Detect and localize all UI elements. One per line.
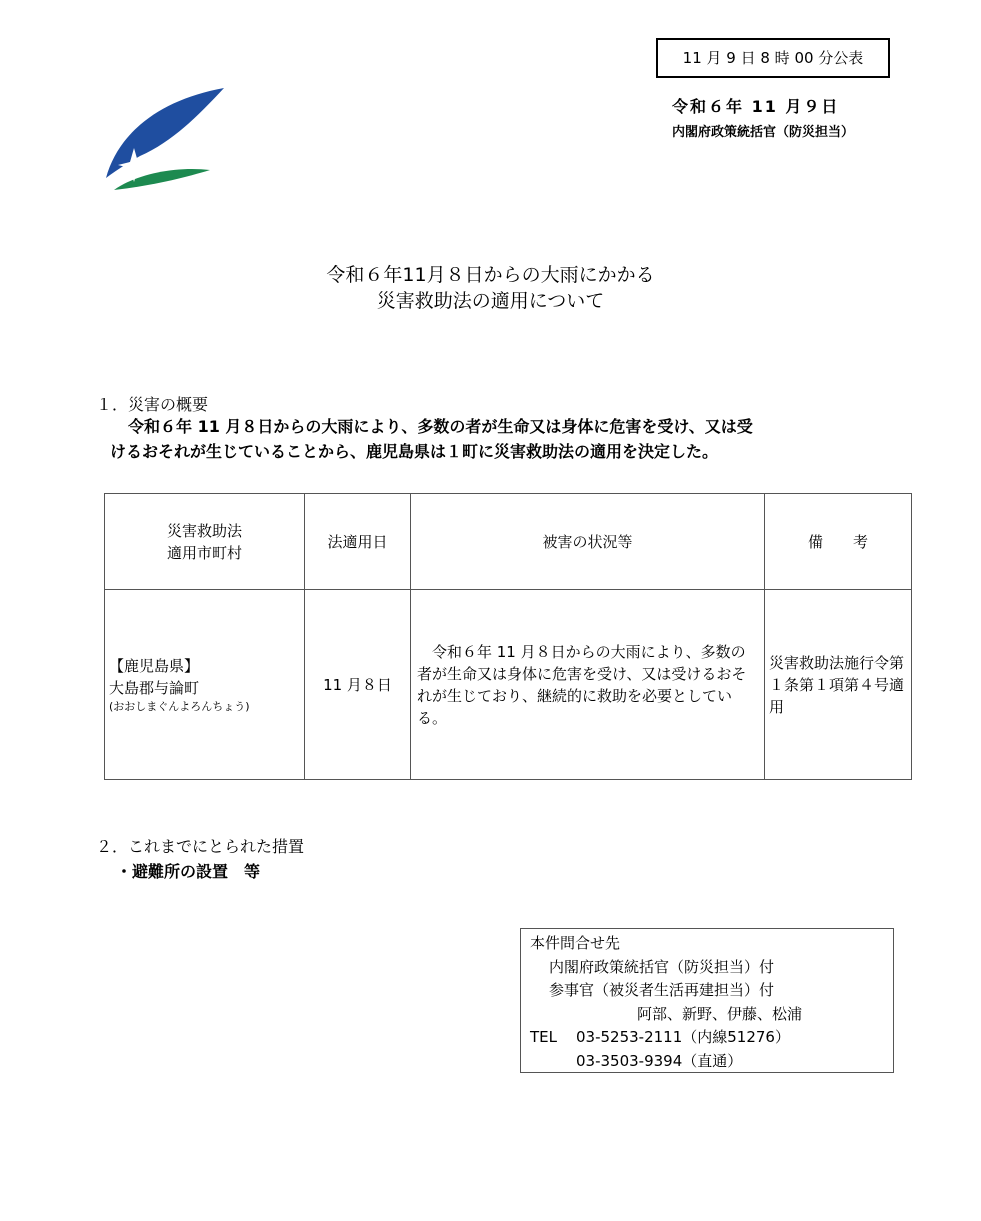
header-notes: 備 考 — [765, 494, 912, 590]
cabinet-office-logo — [100, 86, 230, 192]
header-municipality-l2: 適用市町村 — [166, 543, 242, 562]
cell-date: 11 月８日 — [305, 590, 411, 780]
document-date: 令和６年 11 月９日 — [672, 97, 840, 116]
issuer: 内閣府政策統括官（防災担当） — [672, 125, 855, 140]
section1-line-1: 令和６年 11 月８日からの大雨により、多数の者が生命又は身体に危害を受け、又は受 — [128, 417, 753, 436]
tel-label: TEL — [530, 1028, 557, 1046]
cell-municipality — [105, 590, 305, 780]
title-line-2: 災害救助法の適用について — [376, 290, 605, 312]
contact-title: 本件問合せ先 — [530, 934, 621, 952]
contact-org: 内閣府政策統括官（防災担当）付 — [549, 957, 775, 976]
contact-box — [520, 928, 894, 1073]
contact-role: 参事官（被災者生活再建担当）付 — [549, 981, 775, 999]
disaster-relief-table — [104, 493, 912, 780]
header-municipality — [105, 494, 305, 590]
tel-number-1: 03-5253-2111（内線51276） — [576, 1028, 790, 1046]
cell-notes: 災害救助法施行令第１条第１項第４号適用 — [765, 590, 912, 780]
cell-damage — [411, 590, 765, 780]
cabinet-office-logo-icon — [100, 86, 230, 192]
title-line-1: 令和６年11月８日からの大雨にかかる — [326, 264, 655, 286]
table-header-row — [105, 494, 912, 590]
prefecture: 【鹿児島県】 — [109, 656, 200, 675]
table-row — [105, 590, 912, 780]
tel-number-2: 03-3503-9394（直通） — [576, 1051, 743, 1070]
document-title — [0, 262, 981, 314]
section1-line-2: けるおそれが生じていることから、鹿児島県は１町に災害救助法の適用を決定した。 — [110, 442, 719, 461]
publication-notice-box: 11 月 9 日 8 時 00 分公表 — [656, 38, 890, 78]
contact-tel-line-1 — [521, 1026, 893, 1050]
header-damage: 被害の状況等 — [411, 494, 765, 590]
section2-heading: ２．これまでにとられた措置 — [96, 837, 305, 856]
municipality: 大島郡与論町 — [109, 678, 200, 697]
damage-text: 令和６年 11 月８日からの大雨により、多数の者が生命又は身体に危害を受け、又は受けるおそれが生じており、継続的に救助を必要としている。 — [417, 642, 747, 727]
section1-heading: １．災害の概要 — [96, 395, 209, 414]
contact-names: 阿部、新野、伊藤、松浦 — [637, 1004, 803, 1023]
section1-body — [110, 414, 910, 464]
header-date: 法適用日 — [305, 494, 411, 590]
section2-item: ・避難所の設置 等 — [116, 862, 261, 881]
header-municipality-l1: 災害救助法 — [166, 521, 242, 540]
municipality-reading: (おおしまぐんよろんちょう) — [109, 699, 250, 713]
